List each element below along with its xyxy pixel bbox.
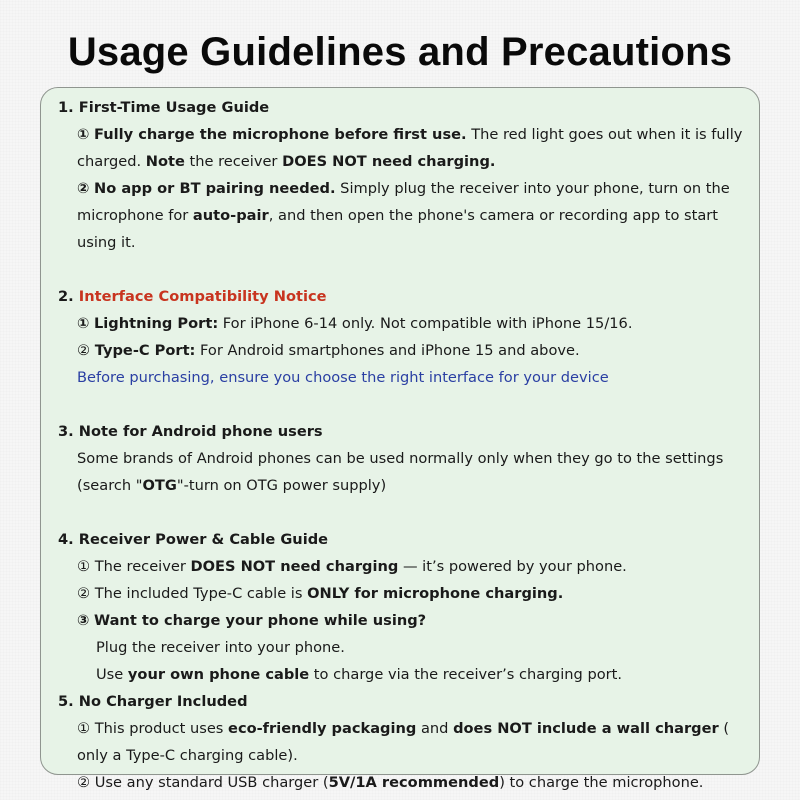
section-5-item-1 bbox=[58, 715, 745, 769]
section-2-heading bbox=[58, 283, 745, 310]
item-marker: ③ bbox=[77, 612, 90, 629]
receiver-no-charge-emphasis: DOES NOT need charging. bbox=[282, 153, 496, 170]
section-4-item-1 bbox=[58, 553, 745, 580]
section-4-item-2 bbox=[58, 580, 745, 607]
item-text: This product uses bbox=[90, 720, 229, 737]
sub-text-b: to charge via the receiver’s charging port. bbox=[309, 666, 622, 683]
item-2-text: Simply plug the receiver into your phone, turn on the microphone for bbox=[77, 180, 730, 224]
item-marker: ① bbox=[77, 315, 90, 332]
section-4-sub-2 bbox=[58, 661, 745, 688]
section-2-title: Interface Compatibility Notice bbox=[78, 288, 327, 305]
section-2-item-1 bbox=[58, 310, 745, 337]
otg-emphasis: OTG bbox=[142, 477, 177, 494]
lightning-port-text: For iPhone 6-14 only. Not compatible with iPhone 15/16. bbox=[218, 315, 633, 332]
section-4-sub-1: Plug the receiver into your phone. bbox=[96, 639, 345, 656]
purchase-note: Before purchasing, ensure you choose the right interface for your device bbox=[77, 369, 609, 386]
receiver-no-charge-emphasis: DOES NOT need charging bbox=[190, 558, 399, 575]
item-marker: ① bbox=[77, 558, 91, 575]
section-1-heading: 1. First-Time Usage Guide bbox=[58, 99, 270, 116]
section-5-heading: 5. No Charger Included bbox=[58, 693, 248, 710]
section-1-item-1 bbox=[58, 121, 745, 175]
page-title: Usage Guidelines and Precautions bbox=[67, 30, 733, 74]
cable-emphasis: ONLY for microphone charging. bbox=[307, 585, 564, 602]
item-1-text: The red light goes out when it is fully charged. bbox=[77, 126, 743, 170]
item-text-b: and bbox=[416, 720, 454, 737]
item-text-c: ( only a Type-C charging cable). bbox=[77, 720, 730, 764]
type-c-port-label: Type-C Port: bbox=[94, 342, 196, 359]
own-cable-emphasis: your own phone cable bbox=[127, 666, 310, 683]
type-c-port-text: For Android smartphones and iPhone 15 and above. bbox=[195, 342, 580, 359]
item-1-text-b: the receiver bbox=[184, 153, 283, 170]
section-4-item-3 bbox=[58, 607, 745, 634]
section-3-text-a: Some brands of Android phones can be used normally only when they go to the settings (search " bbox=[77, 450, 724, 494]
section-3-text-b: "-turn on OTG power supply) bbox=[176, 477, 387, 494]
item-marker: ② bbox=[77, 180, 90, 197]
item-text: The included Type-C cable is bbox=[90, 585, 308, 602]
item-text: Use any standard USB charger ( bbox=[90, 774, 329, 791]
item-marker: ① bbox=[77, 720, 91, 737]
section-4-heading: 4. Receiver Power & Cable Guide bbox=[58, 531, 329, 548]
item-text: The receiver bbox=[90, 558, 191, 575]
section-5-item-2 bbox=[58, 769, 745, 796]
item-marker: ② bbox=[77, 585, 91, 602]
section-1-item-2 bbox=[58, 175, 745, 256]
no-wall-charger-emphasis: does NOT include a wall charger bbox=[453, 720, 719, 737]
section-2-item-2 bbox=[58, 337, 745, 364]
guidelines-panel bbox=[40, 87, 760, 791]
item-1-emphasis: Fully charge the microphone before first use. bbox=[94, 126, 467, 143]
section-2-number: 2. bbox=[58, 288, 79, 305]
item-marker: ② bbox=[77, 342, 91, 359]
item-marker: ① bbox=[77, 126, 90, 143]
section-3-text bbox=[58, 445, 745, 499]
item-text-b: — it’s powered by your phone. bbox=[398, 558, 627, 575]
note-label: Note bbox=[145, 153, 185, 170]
item-marker: ② bbox=[77, 774, 91, 791]
charger-spec-emphasis: 5V/1A recommended bbox=[328, 774, 500, 791]
item-2-text-b: , and then open the phone's camera or recording app to start using it. bbox=[77, 207, 719, 251]
charge-while-using-question: Want to charge your phone while using? bbox=[94, 612, 427, 629]
sub-text-a: Use bbox=[96, 666, 128, 683]
item-2-emphasis: No app or BT pairing needed. bbox=[94, 180, 336, 197]
auto-pair-emphasis: auto-pair bbox=[192, 207, 269, 224]
section-3-heading: 3. Note for Android phone users bbox=[58, 423, 323, 440]
item-text-b: ) to charge the microphone. bbox=[499, 774, 704, 791]
lightning-port-label: Lightning Port: bbox=[94, 315, 219, 332]
eco-packaging-emphasis: eco-friendly packaging bbox=[228, 720, 417, 737]
